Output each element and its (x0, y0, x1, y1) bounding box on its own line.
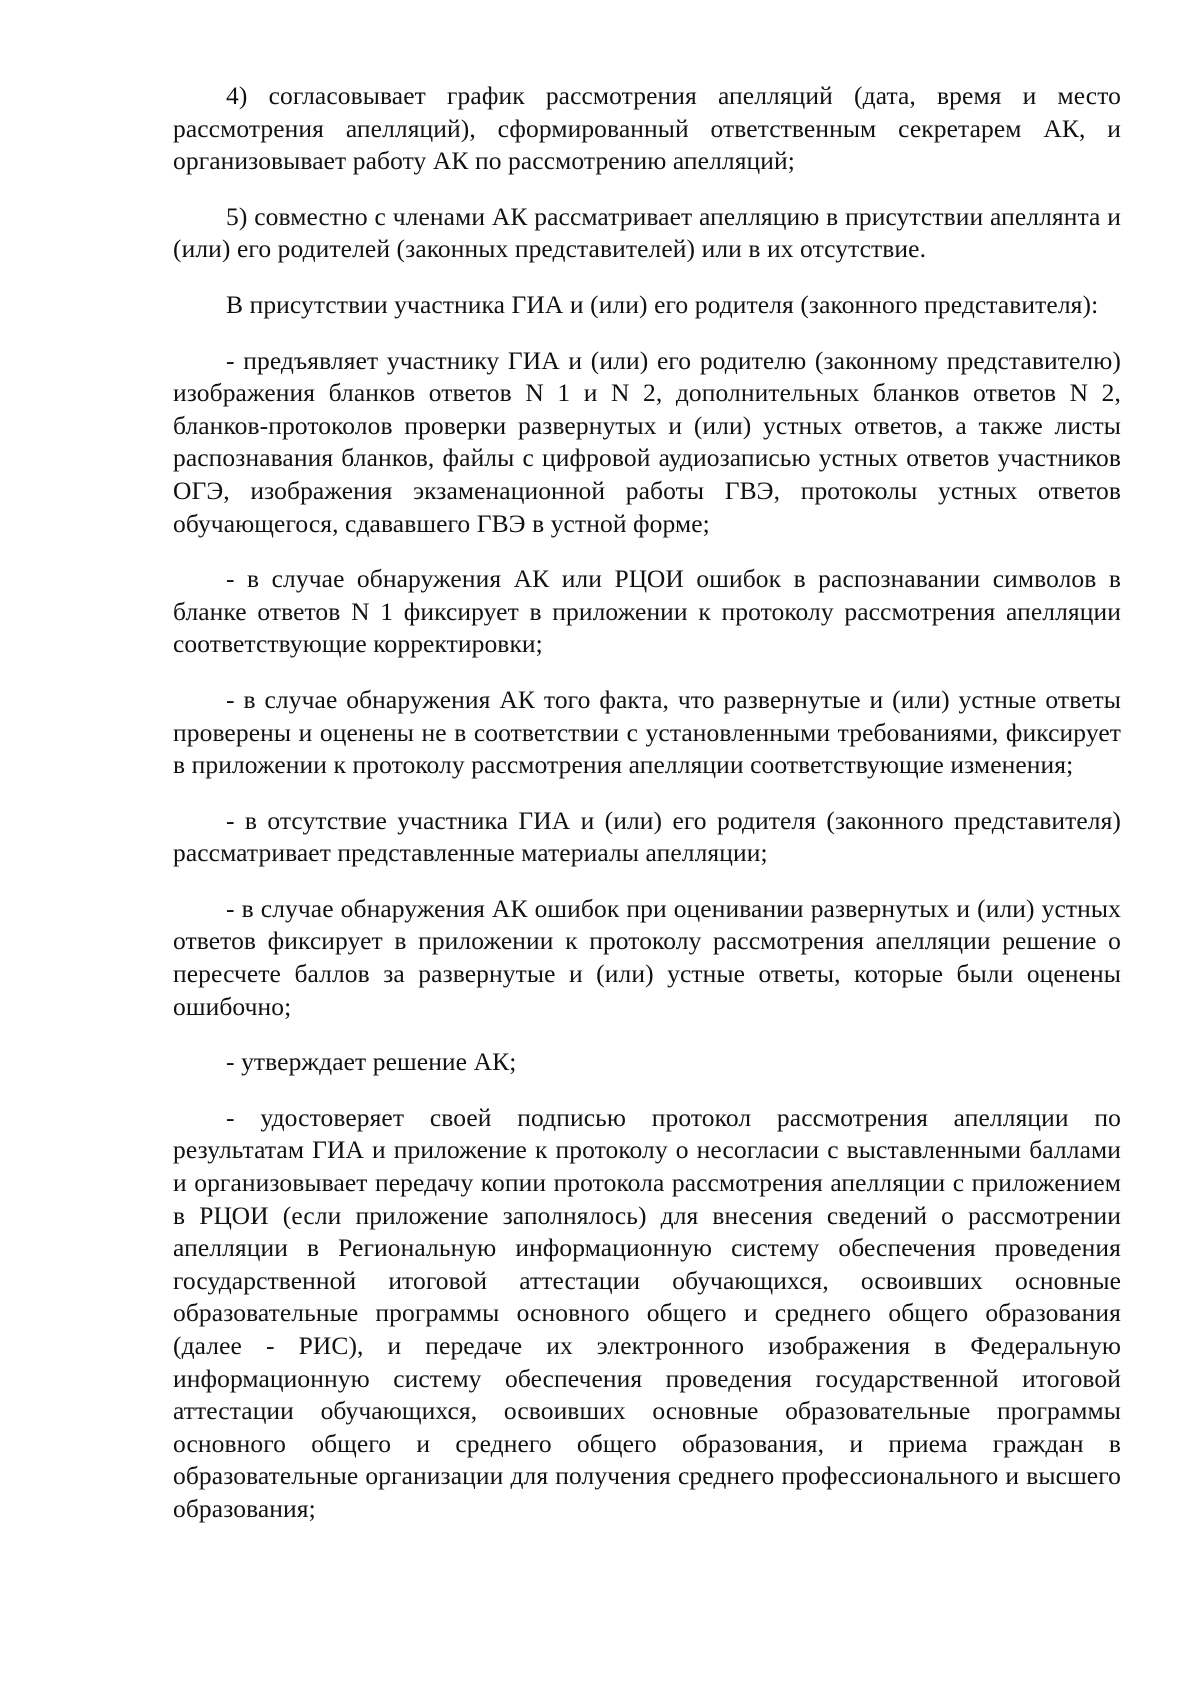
paragraph-check-violations: - в случае обнаружения АК того факта, что развернутые и (или) устные ответы проверены и оценены не в соответствии с установленными требованиями, фиксирует в приложении к протоколу рассмотрения апелляции соответствующие изменения; (173, 684, 1121, 780)
paragraph-absence: - в отсутствие участника ГИА и (или) его родителя (законного представителя) рассматривает представленные материалы апелляции; (173, 805, 1121, 868)
paragraph-item-4: 4) согласовывает график рассмотрения апелляций (дата, время и место рассмотрения апелляций), сформированный ответственным секретарем АК, и организовывает работу АК по рассмотрению апелляций; (173, 81, 1121, 176)
paragraph-evaluation-errors: - в случае обнаружения АК ошибок при оценивании развернутых и (или) устных ответов фиксирует в приложении к протоколу рассмотрения апелляции решение о пересчете баллов за развернутые и (или) устные ответы, которые были оценены ошибочно; (173, 893, 1121, 1021)
paragraph-item-5: 5) совместно с членами АК рассматривает апелляцию в присутствии апеллянта и (или) его родителей (законных представителей) или в их отсутствие. (173, 201, 1121, 264)
paragraph-recognition-errors: - в случае обнаружения АК или РЦОИ ошибок в распознавании символов в бланке ответов N 1 фиксирует в приложении к протоколу рассмотрения апелляции соответствующие корректировки; (173, 564, 1121, 659)
paragraph-certify-protocol: - удостоверяет своей подписью протокол рассмотрения апелляции по результатам ГИА и приложение к протоколу о несогласии с выставленными баллами и организовывает передачу копии протокола рассмотрения апелляции с приложением в РЦОИ (если приложение заполнялось) для внесения сведений о рассмотрении апелляции в Региональную информационную систему обеспечения проведения государственной итоговой аттестации обучающихся, освоивших основные образовательные программы основного общего и среднего общего образования (далее - РИС), и передаче их электронного изображения в Федеральную информационную систему обеспечения проведения государственной итоговой аттестации обучающихся, освоивших основные образовательные программы основного общего и среднего общего образования, и приема граждан в образовательные организации для получения среднего профессионального и высшего образования; (173, 1102, 1121, 1523)
paragraph-present-materials: - предъявляет участнику ГИА и (или) его родителю (законному представителю) изображения бланков ответов N 1 и N 2, дополнительных бланков ответов N 2, бланков-протоколов проверки развернутых и (или) устных ответов, а также листы распознавания бланков, файлы с цифровой аудиозаписью устных ответов участников ОГЭ, изображения экзаменационной работы ГВЭ, протоколы устных ответов обучающегося, сдававшего ГВЭ в устной форме; (173, 345, 1121, 538)
paragraph-presence: В присутствии участника ГИА и (или) его родителя (законного представителя): (226, 289, 1099, 319)
paragraph-approve-decision: - утверждает решение АК; (226, 1047, 517, 1077)
document-page (173, 80, 1121, 1549)
